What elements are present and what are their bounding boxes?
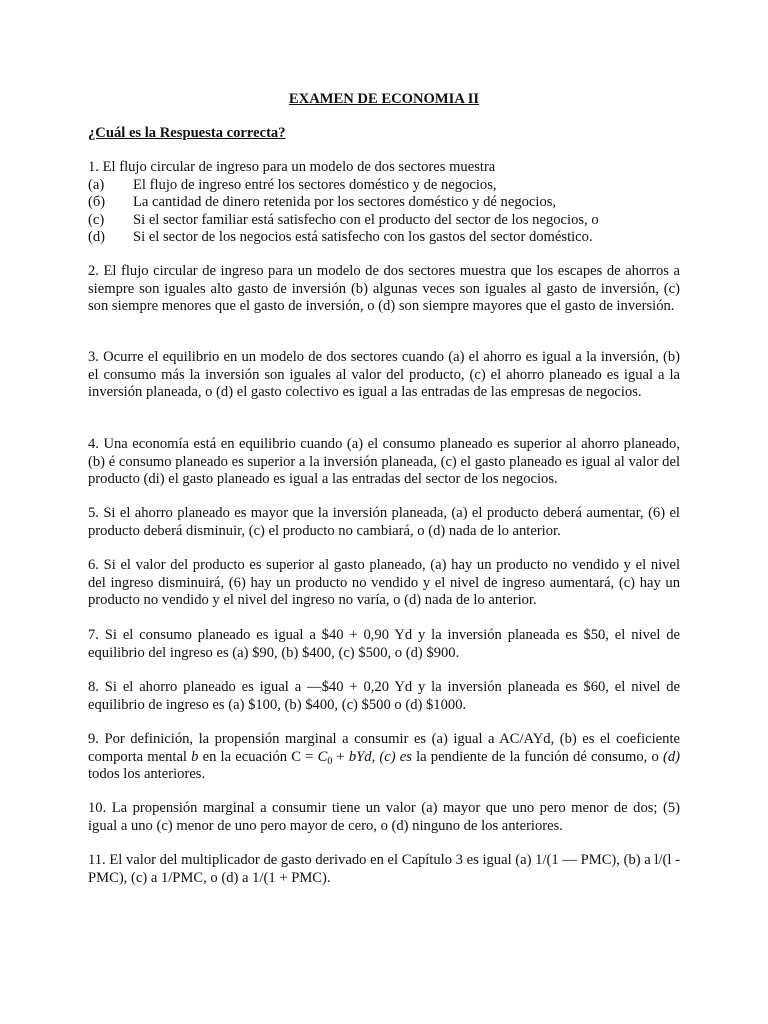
option-key: (a)	[88, 176, 105, 193]
symbol-c: C	[317, 748, 328, 765]
question-3: 3. Ocurre el equilibrio en un modelo de dos sectores cuando (a) el ahorro es igual a la inversión, (b) el consumo más la inversión son iguales al valor del producto, (c) el ahorro planeado es igual a la inversión planeada, o (d) el gasto colectivo es igual a las entradas de las empresas de negocios.	[88, 349, 680, 401]
question-9-italic-mid: bYd, (c) es	[348, 748, 412, 765]
question-1-option-b	[88, 194, 680, 212]
question-7: 7. Si el consumo planeado es igual a $40 + 0,90 Yd y la inversión planeada es $50, el nivel de equilibrio del ingreso es (a) $90, (b) $400, (c) $500, o (d) $900.	[88, 627, 680, 661]
question-9	[88, 731, 680, 784]
question-10: 10. La propensión marginal a consumir tiene un valor (a) mayor que uno pero menor de dos; (5) igual a uno (c) menor de uno pero mayor de cero, o (d) ninguno de los anteriores.	[88, 800, 680, 834]
question-9-italic-d: (d)	[662, 748, 680, 765]
question-4: 4. Una economía está en equilibrio cuando (a) el consumo planeado es superior al ahorro planeado, (b) é consumo planeado es superior a la inversión planeada, (c) el gasto planeado es igual al valor del producto (di) el gasto planeado es igual a las entradas del sector de los negocios.	[88, 436, 680, 488]
option-key: (d)	[88, 229, 106, 246]
option-text: El flujo de ingreso entré los sectores doméstico y de negocios,	[133, 176, 497, 193]
coefficient-b: b	[191, 748, 199, 765]
question-9-text-5: todos los anteriores.	[88, 766, 206, 783]
question-8: 8. Si el ahorro planeado es igual a —$40 + 0,20 Yd y la inversión planeada es $60, el nivel de equilibrio de ingreso es (a) $100, (b) $400, (c) $500 o (d) $1000.	[88, 679, 680, 713]
instructions-heading: ¿Cuál es la Respuesta correcta?	[88, 125, 286, 141]
exam-title: EXAMEN DE ECONOMIA II	[288, 91, 480, 107]
question-1-stem: 1. El flujo circular de ingreso para un modelo de dos sectores muestra	[88, 159, 496, 175]
question-2: 2. El flujo circular de ingreso para un modelo de dos sectores muestra que los escapes de ahorros a siempre son iguales alto gasto de inversión (b) algunas veces son iguales al gasto de inversión, (c) son siempre menores que el gasto de inversión, o (d) son siempre mayores que el gasto de inversión.	[88, 263, 680, 315]
question-11: 11. El valor del multiplicador de gasto derivado en el Capítulo 3 es igual (a) 1/(1 — PMC), (b) a l/(l -PMC), (c) a 1/PMC, o (d) a 1/(1 + PMC).	[88, 852, 680, 886]
question-5: 5. Si el ahorro planeado es mayor que la inversión planeada, (a) el producto deberá aumentar, (6) el producto deberá disminuir, (c) el producto no cambiará, o (d) nada de lo anterior.	[88, 505, 680, 539]
question-1-option-d	[88, 229, 680, 247]
option-text: Si el sector familiar está satisfecho con el producto del sector de los negocios, o	[133, 211, 599, 228]
option-key: (б)	[88, 194, 106, 211]
option-text: La cantidad de dinero retenida por los sectores doméstico y dé negocios,	[133, 194, 557, 211]
question-9-text-4: la pendiente de la función dé consumo, o	[411, 748, 663, 765]
question-1	[88, 159, 680, 247]
option-text: Si el sector de los negocios está satisfecho con los gastos del sector doméstico.	[133, 229, 593, 246]
question-6: 6. Si el valor del producto es superior al gasto planeado, (a) hay un producto no vendido y el nivel del ingreso disminuirá, (6) hay un producto no vendido y el nivel de ingreso aumentará, (c) hay un producto no vendido y el nivel del ingreso no varía, o (d) nada de lo anterior.	[88, 557, 680, 609]
question-1-option-c	[88, 212, 680, 230]
subscript-zero: 0	[327, 755, 333, 767]
question-9-text-1: 9. Por definición, la propensión marginal a consumir es (a) igual a AC/AYd, (b) es el coeficiente comporta mental	[88, 731, 680, 765]
option-key: (c)	[88, 211, 105, 228]
question-1-option-a	[88, 177, 680, 195]
question-9-text-3: +	[332, 748, 349, 765]
question-9-text-2: en la ecuación C =	[198, 748, 318, 765]
